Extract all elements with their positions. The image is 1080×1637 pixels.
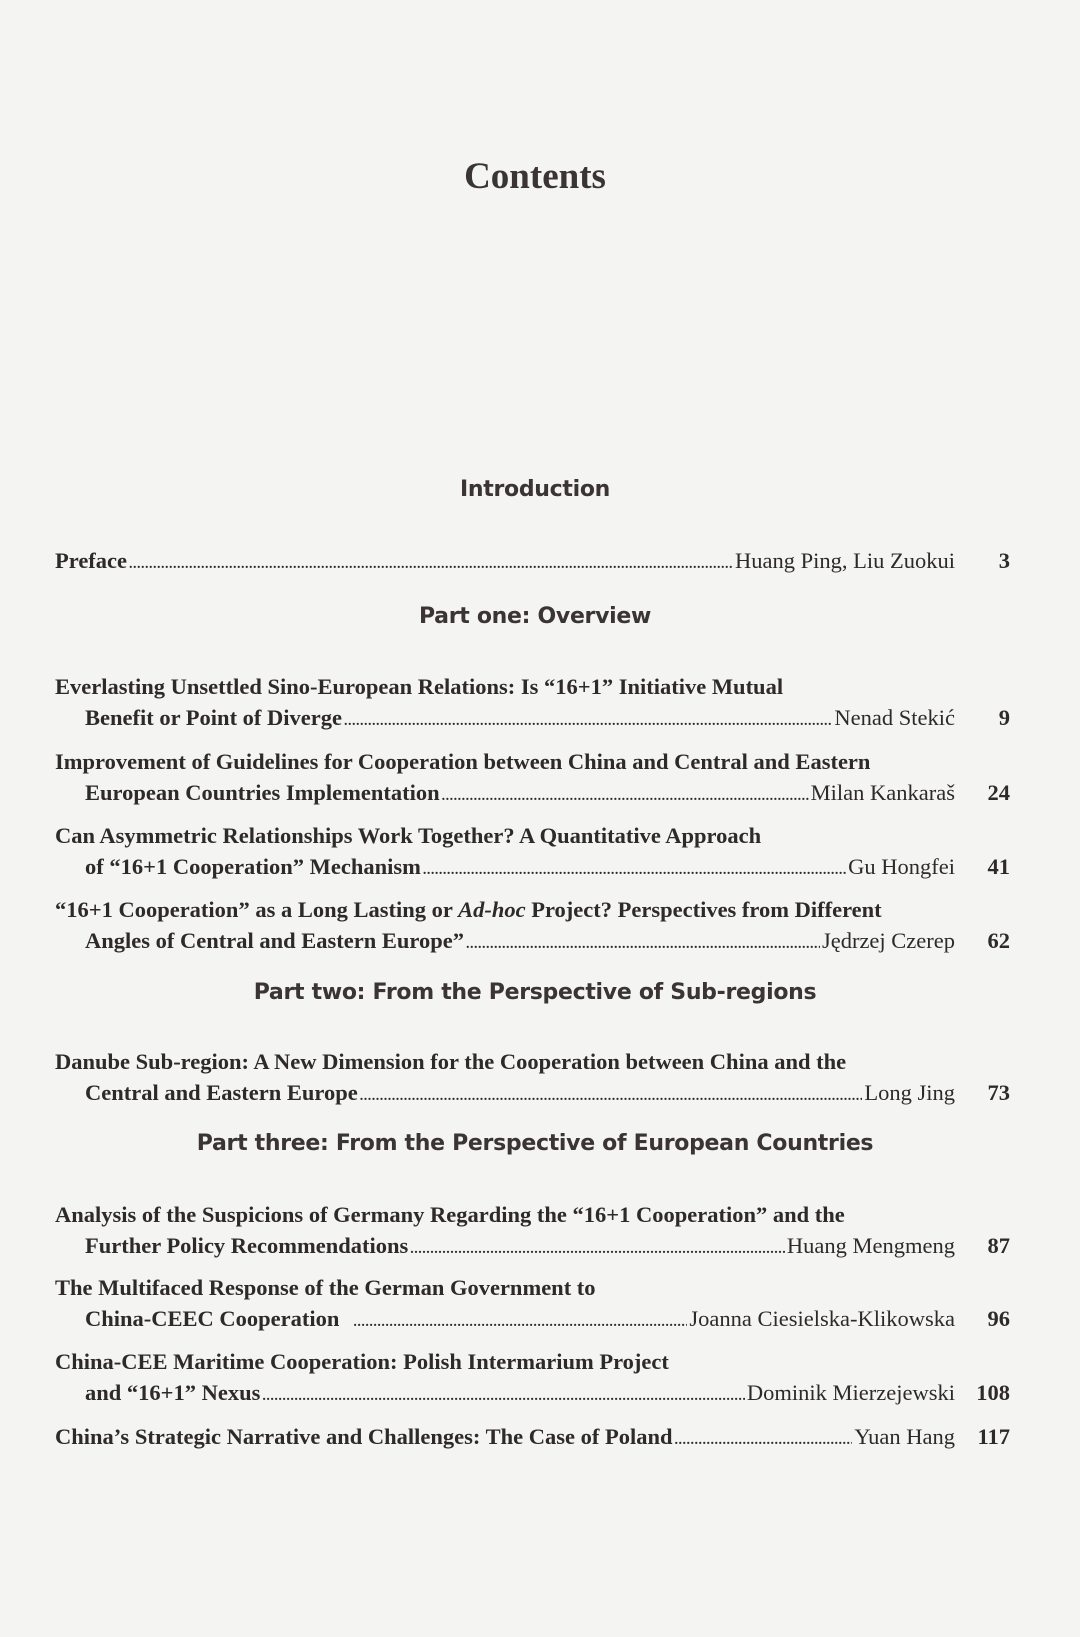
entry-author: Dominik Mierzejewski [746,1380,955,1405]
leader-dots [442,781,809,812]
toc-entry[interactable] [55,1046,1010,1112]
leader-dots [466,929,820,960]
toc-entry[interactable] [55,894,1010,960]
entry-title-line2: Angles of Central and Eastern Europe” [85,928,464,953]
entry-author: Gu Hongfei [848,854,955,879]
entry-page-number: 87 [987,1233,1010,1258]
toc-entry[interactable] [55,1421,1010,1456]
leader-dots [262,1381,745,1412]
entry-title-line1 [55,894,1010,925]
entry-title-line2: China-CEEC Cooperation [85,1306,340,1331]
leader-dots [423,855,846,886]
leader-dots [675,1425,853,1456]
entry-title-line2: Benefit or Point of Diverge [85,705,343,730]
toc-entry-preface[interactable] [55,545,1010,580]
entry-title-line2: of “16+1 Cooperation” Mechanism [85,854,421,879]
entry-author: Long Jing [864,1080,955,1105]
entry-author: Jędrzej Czerep [821,928,955,953]
section-heading-introduction: Introduction [459,477,610,502]
entry-title-line2: Central and Eastern Europe [85,1080,358,1105]
entry-page-number: 9 [998,705,1010,730]
toc-entry[interactable] [55,671,1010,737]
entry-author: Huang Mengmeng [786,1233,955,1258]
leader-dots [129,549,733,580]
entry-title-line1: China-CEE Maritime Cooperation: Polish Intermarium Project [55,1349,669,1374]
entry-title-line1: Analysis of the Suspicions of Germany Regarding the “16+1 Cooperation” and the [55,1202,845,1227]
section-heading-part-two: Part two: From the Perspective of Sub-regions [253,980,817,1005]
entry-page-number: 24 [987,780,1010,805]
entry-title: China’s Strategic Narrative and Challenges: The Case of Poland [55,1424,673,1449]
leader-dots [353,1307,687,1338]
entry-page-number: 62 [987,928,1010,953]
entry-title-line1: Danube Sub-region: A New Dimension for the Cooperation between China and the [55,1049,847,1074]
entry-page-number: 108 [976,1380,1010,1405]
page-title: Contents [464,156,606,197]
entry-page-number: 41 [987,854,1010,879]
leader-dots [410,1234,785,1265]
entry-title-line2: Further Policy Recommendations [85,1233,409,1258]
entry-title-line1: The Multifaced Response of the German Government to [55,1275,596,1300]
section-heading-part-three: Part three: From the Perspective of European Countries [196,1131,874,1156]
entry-author: Joanna Ciesielska-Klikowska [689,1306,955,1331]
entry-author: Milan Kankaraš [810,780,955,805]
entry-title-line2: and “16+1” Nexus [85,1380,261,1405]
entry-title-part: “16+1 Cooperation” as a Long Lasting or [55,897,459,922]
toc-entry[interactable] [55,746,1010,812]
entry-page-number: 96 [987,1306,1010,1331]
entry-page-number: 3 [998,548,1010,573]
entry-author: Yuan Hang [854,1424,955,1449]
leader-dots [360,1081,863,1112]
entry-title-line2: European Countries Implementation [85,780,440,805]
leader-dots [344,706,832,737]
entry-title-line1: Everlasting Unsettled Sino-European Relations: Is “16+1” Initiative Mutual [55,674,784,699]
entry-title-part: Project? Perspectives from Different [525,897,882,922]
entry-title: Preface [55,548,128,573]
entry-page-number: 73 [987,1080,1010,1105]
toc-entry[interactable] [55,1346,1010,1412]
section-heading-part-one: Part one: Overview [418,604,652,629]
entry-author: Huang Ping, Liu Zuokui [735,548,955,573]
entry-title-line1: Improvement of Guidelines for Cooperation between China and Central and Eastern [55,749,871,774]
entry-author: Nenad Stekić [834,705,955,730]
entry-title-italic: Ad-hoc [458,897,526,922]
entry-title-line1: Can Asymmetric Relationships Work Together? A Quantitative Approach [55,823,762,848]
toc-entry[interactable] [55,1272,1010,1338]
entry-page-number: 117 [977,1424,1010,1449]
toc-entry[interactable] [55,1199,1010,1265]
toc-entry[interactable] [55,820,1010,886]
